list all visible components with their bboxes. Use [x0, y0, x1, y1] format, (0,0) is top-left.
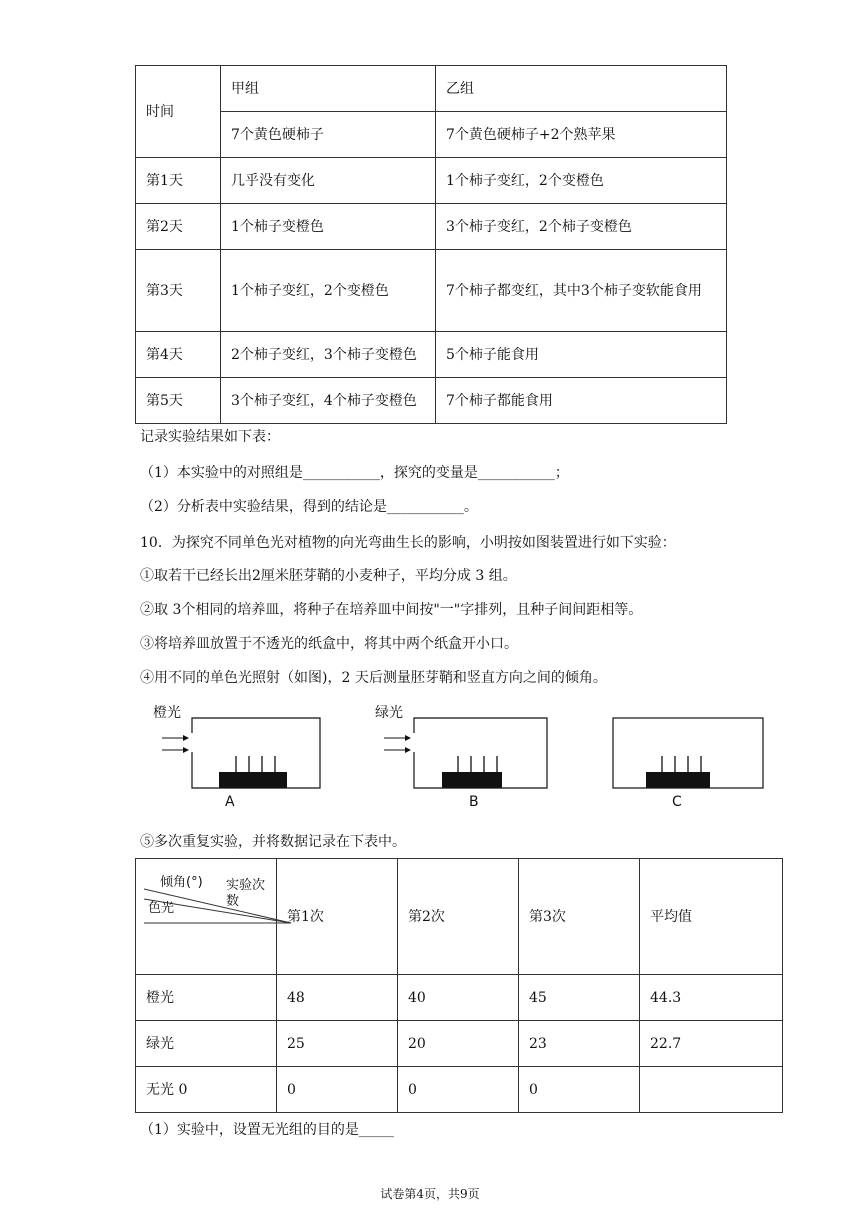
apparatus-c — [610, 700, 770, 815]
step-4: ④用不同的单色光照射（如图)，2 天后测量胚芽鞘和竖直方向之间的倾角。 — [140, 670, 607, 686]
trial-cell: 23 — [519, 1021, 640, 1067]
label-a: A — [225, 794, 235, 810]
trial-cell: 0 — [398, 1067, 519, 1113]
label-b: B — [469, 794, 479, 810]
group-b-desc: 7个黄色硬柿子+2个熟苹果 — [436, 112, 727, 158]
header-average: 平均值 — [640, 859, 783, 975]
table-row — [136, 1067, 783, 1113]
question-2: （2）分析表中实验结果，得到的结论是___________。 — [140, 499, 478, 515]
apparatus-a — [150, 700, 325, 815]
group-a-cell: 2个柿子变红，3个柿子变橙色 — [221, 332, 436, 378]
table-row — [136, 332, 727, 378]
apparatus-a-drawing — [150, 700, 325, 815]
average-cell: 22.7 — [640, 1021, 783, 1067]
group-a-cell: 几乎没有变化 — [221, 158, 436, 204]
trial-cell: 0 — [519, 1067, 640, 1113]
corner-angle-label: 倾角(°) — [160, 875, 203, 890]
group-b-cell: 5个柿子能食用 — [436, 332, 727, 378]
table-row — [136, 378, 727, 424]
color-cell: 绿光 — [136, 1021, 277, 1067]
apparatus-c-drawing — [610, 700, 770, 815]
table-row — [136, 975, 783, 1021]
trial-cell: 0 — [277, 1067, 398, 1113]
average-cell — [640, 1067, 783, 1113]
table-row — [136, 1021, 783, 1067]
color-cell: 无光 0 — [136, 1067, 277, 1113]
record-text: 记录实验结果如下表： — [140, 429, 280, 445]
final-question: （1）实验中，设置无光组的目的是_____ — [140, 1122, 394, 1138]
table-row — [136, 158, 727, 204]
light-angle-table — [135, 858, 783, 1113]
header-trial-3: 第3次 — [519, 859, 640, 975]
group-a-desc: 7个黄色硬柿子 — [221, 112, 436, 158]
header-trial-1: 第1次 — [277, 859, 398, 975]
day-cell: 第5天 — [136, 378, 221, 424]
question-10: 10．为探究不同单色光对植物的向光弯曲生长的影响，小明按如图装置进行如下实验： — [140, 535, 676, 551]
group-a-cell: 1个柿子变橙色 — [221, 204, 436, 250]
trial-cell: 40 — [398, 975, 519, 1021]
trial-cell: 48 — [277, 975, 398, 1021]
color-cell: 橙光 — [136, 975, 277, 1021]
header-group-a: 甲组 — [221, 66, 436, 112]
persimmon-results-table — [135, 65, 727, 424]
apparatus-b — [372, 700, 552, 815]
group-a-cell: 1个柿子变红，2个变橙色 — [221, 250, 436, 332]
step-3: ③将培养皿放置于不透光的纸盒中，将其中两个纸盒开小口。 — [140, 636, 518, 652]
group-b-cell: 1个柿子变红，2个变橙色 — [436, 158, 727, 204]
trial-cell: 45 — [519, 975, 640, 1021]
corner-header — [136, 859, 277, 975]
header-time: 时间 — [136, 66, 221, 158]
corner-trials-label: 实验次数 — [226, 878, 266, 909]
trial-cell: 25 — [277, 1021, 398, 1067]
table-row — [136, 250, 727, 332]
green-light-label: 绿光 — [375, 705, 403, 721]
average-cell: 44.3 — [640, 975, 783, 1021]
page-footer: 试卷第4页，共9页 — [380, 1187, 480, 1201]
group-b-cell: 7个柿子都变红，其中3个柿子变软能食用 — [436, 250, 727, 332]
question-1: （1）本实验中的对照组是___________，探究的变量是___________； — [140, 465, 569, 481]
apparatus-b-drawing — [372, 700, 552, 815]
label-c: C — [672, 794, 682, 810]
header-trial-2: 第2次 — [398, 859, 519, 975]
group-b-cell: 3个柿子变红，2个柿子变橙色 — [436, 204, 727, 250]
day-cell: 第1天 — [136, 158, 221, 204]
group-a-cell: 3个柿子变红，4个柿子变橙色 — [221, 378, 436, 424]
orange-light-label: 橙光 — [153, 705, 181, 721]
table-row — [136, 204, 727, 250]
group-b-cell: 7个柿子都能食用 — [436, 378, 727, 424]
step-2: ②取 3个相同的培养皿，将种子在培养皿中间按"一"字排列，且种子间间距相等。 — [140, 602, 643, 618]
trial-cell: 20 — [398, 1021, 519, 1067]
day-cell: 第3天 — [136, 250, 221, 332]
corner-color-label: 色光 — [148, 901, 175, 916]
day-cell: 第2天 — [136, 204, 221, 250]
header-group-b: 乙组 — [436, 66, 727, 112]
step-5: ⑤多次重复实验，并将数据记录在下表中。 — [140, 834, 406, 850]
step-1: ①取若干已经长出2厘米胚芽鞘的小麦种子，平均分成 3 组。 — [140, 568, 517, 584]
day-cell: 第4天 — [136, 332, 221, 378]
